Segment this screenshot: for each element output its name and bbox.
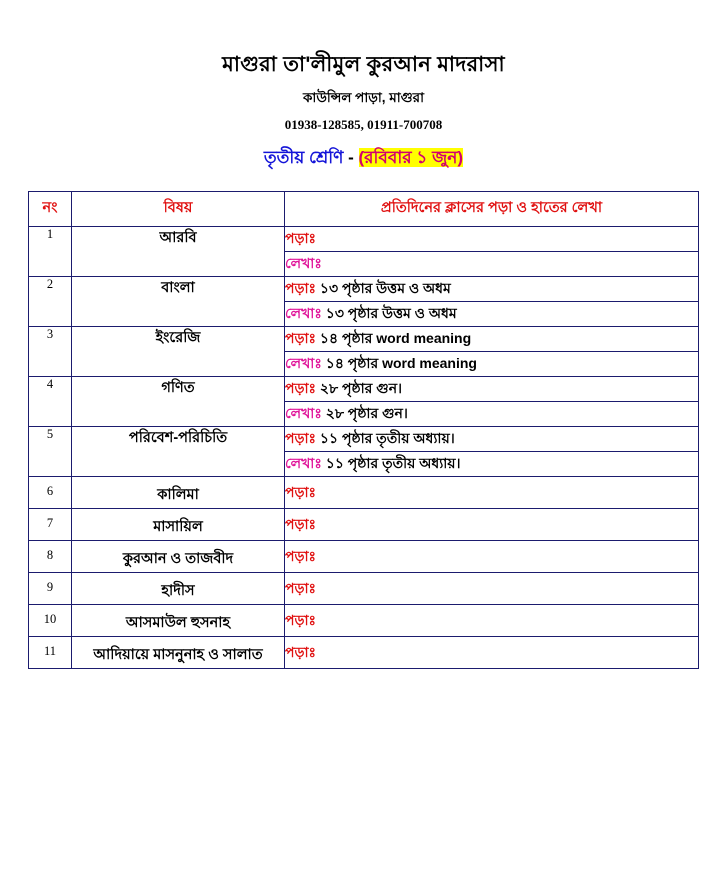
row-number: 11 bbox=[29, 637, 72, 669]
table-row bbox=[29, 541, 699, 573]
row-subject: কালিমা bbox=[72, 477, 285, 509]
reading-label: পড়াঃ bbox=[285, 380, 317, 397]
table-row bbox=[29, 377, 699, 402]
table-row bbox=[29, 605, 699, 637]
row-reading-work bbox=[285, 477, 699, 509]
row-reading-work bbox=[285, 637, 699, 669]
column-header-no: নং bbox=[29, 192, 72, 227]
reading-label: পড়াঃ bbox=[285, 547, 317, 564]
row-number: 8 bbox=[29, 541, 72, 573]
class-separator: - bbox=[343, 148, 359, 168]
writing-label: লেখাঃ bbox=[285, 255, 322, 272]
row-subject: বাংলা bbox=[72, 277, 285, 327]
row-subject: আসমাউল হুসনাহ bbox=[72, 605, 285, 637]
table-row bbox=[29, 637, 699, 669]
madrasa-address: কাউন্সিল পাড়া, মাগুরা bbox=[302, 90, 425, 106]
writing-label: লেখাঃ bbox=[285, 355, 322, 372]
routine-table bbox=[28, 191, 699, 669]
reading-label: পড়াঃ bbox=[285, 430, 317, 447]
row-writing-work bbox=[285, 402, 699, 427]
class-name: তৃতীয় শ্রেণি bbox=[263, 148, 344, 168]
writing-text: ১৪ পৃষ্ঠার word meaning bbox=[325, 355, 477, 372]
row-number: 4 bbox=[29, 377, 72, 427]
writing-label: লেখাঃ bbox=[285, 405, 322, 422]
table-row bbox=[29, 509, 699, 541]
row-number: 10 bbox=[29, 605, 72, 637]
row-writing-work bbox=[285, 302, 699, 327]
madrasa-phone: 01938-128585, 01911-700708 bbox=[284, 117, 443, 133]
reading-text: ১৩ পৃষ্ঠার উত্তম ও অধম bbox=[319, 280, 451, 297]
reading-label: পড়াঃ bbox=[285, 643, 317, 660]
row-subject: পরিবেশ-পরিচিতি bbox=[72, 427, 285, 477]
row-reading-work bbox=[285, 377, 699, 402]
reading-label: পড়াঃ bbox=[285, 579, 317, 596]
reading-label: পড়াঃ bbox=[285, 515, 317, 532]
table-row bbox=[29, 477, 699, 509]
table-row bbox=[29, 277, 699, 302]
column-header-subject: বিষয় bbox=[72, 192, 285, 227]
row-subject: ইংরেজি bbox=[72, 327, 285, 377]
writing-label: লেখাঃ bbox=[285, 455, 322, 472]
reading-label: পড়াঃ bbox=[285, 280, 317, 297]
document-header bbox=[0, 0, 727, 173]
row-reading-work bbox=[285, 277, 699, 302]
row-number: 1 bbox=[29, 227, 72, 277]
row-number: 7 bbox=[29, 509, 72, 541]
column-header-work: প্রতিদিনের ক্লাসের পড়া ও হাতের লেখা bbox=[285, 192, 699, 227]
class-and-day-line bbox=[0, 145, 727, 173]
row-number: 5 bbox=[29, 427, 72, 477]
row-reading-work bbox=[285, 227, 699, 252]
row-writing-work bbox=[285, 352, 699, 377]
reading-text: ২৮ পৃষ্ঠার গুন। bbox=[319, 380, 403, 397]
row-reading-work bbox=[285, 509, 699, 541]
table-row bbox=[29, 327, 699, 352]
writing-text: ১৩ পৃষ্ঠার উত্তম ও অধম bbox=[325, 305, 457, 322]
day-badge: (রবিবার ১ জুন) bbox=[358, 148, 464, 168]
row-reading-work bbox=[285, 605, 699, 637]
reading-label: পড়াঃ bbox=[285, 611, 317, 628]
row-number: 9 bbox=[29, 573, 72, 605]
writing-text: ২৮ পৃষ্ঠার গুন। bbox=[325, 405, 408, 422]
reading-label: পড়াঃ bbox=[285, 230, 317, 247]
table-header-row bbox=[29, 192, 699, 227]
table-row bbox=[29, 227, 699, 252]
reading-label: পড়াঃ bbox=[285, 483, 317, 500]
row-reading-work bbox=[285, 541, 699, 573]
row-number: 6 bbox=[29, 477, 72, 509]
row-subject: হাদীস bbox=[72, 573, 285, 605]
row-subject: মাসায়িল bbox=[72, 509, 285, 541]
reading-text: ১৪ পৃষ্ঠার word meaning bbox=[319, 330, 472, 347]
row-subject: আরবি bbox=[72, 227, 285, 277]
row-writing-work bbox=[285, 252, 699, 277]
table-row bbox=[29, 573, 699, 605]
row-subject: আদিয়ায়ে মাসনুনাহ ও সালাত bbox=[72, 637, 285, 669]
row-number: 3 bbox=[29, 327, 72, 377]
reading-text: ১১ পৃষ্ঠার তৃতীয় অধ্যায়। bbox=[319, 430, 455, 447]
row-number: 2 bbox=[29, 277, 72, 327]
row-reading-work bbox=[285, 327, 699, 352]
madrasa-title: মাগুরা তা'লীমুল কুরআন মাদরাসা bbox=[222, 53, 505, 76]
reading-label: পড়াঃ bbox=[285, 330, 317, 347]
row-reading-work bbox=[285, 427, 699, 452]
table-body bbox=[29, 227, 699, 669]
table-head bbox=[29, 192, 699, 227]
writing-text: ১১ পৃষ্ঠার তৃতীয় অধ্যায়। bbox=[325, 455, 461, 472]
row-subject: কুরআন ও তাজবীদ bbox=[72, 541, 285, 573]
writing-label: লেখাঃ bbox=[285, 305, 322, 322]
row-writing-work bbox=[285, 452, 699, 477]
row-reading-work bbox=[285, 573, 699, 605]
row-subject: গণিত bbox=[72, 377, 285, 427]
table-row bbox=[29, 427, 699, 452]
